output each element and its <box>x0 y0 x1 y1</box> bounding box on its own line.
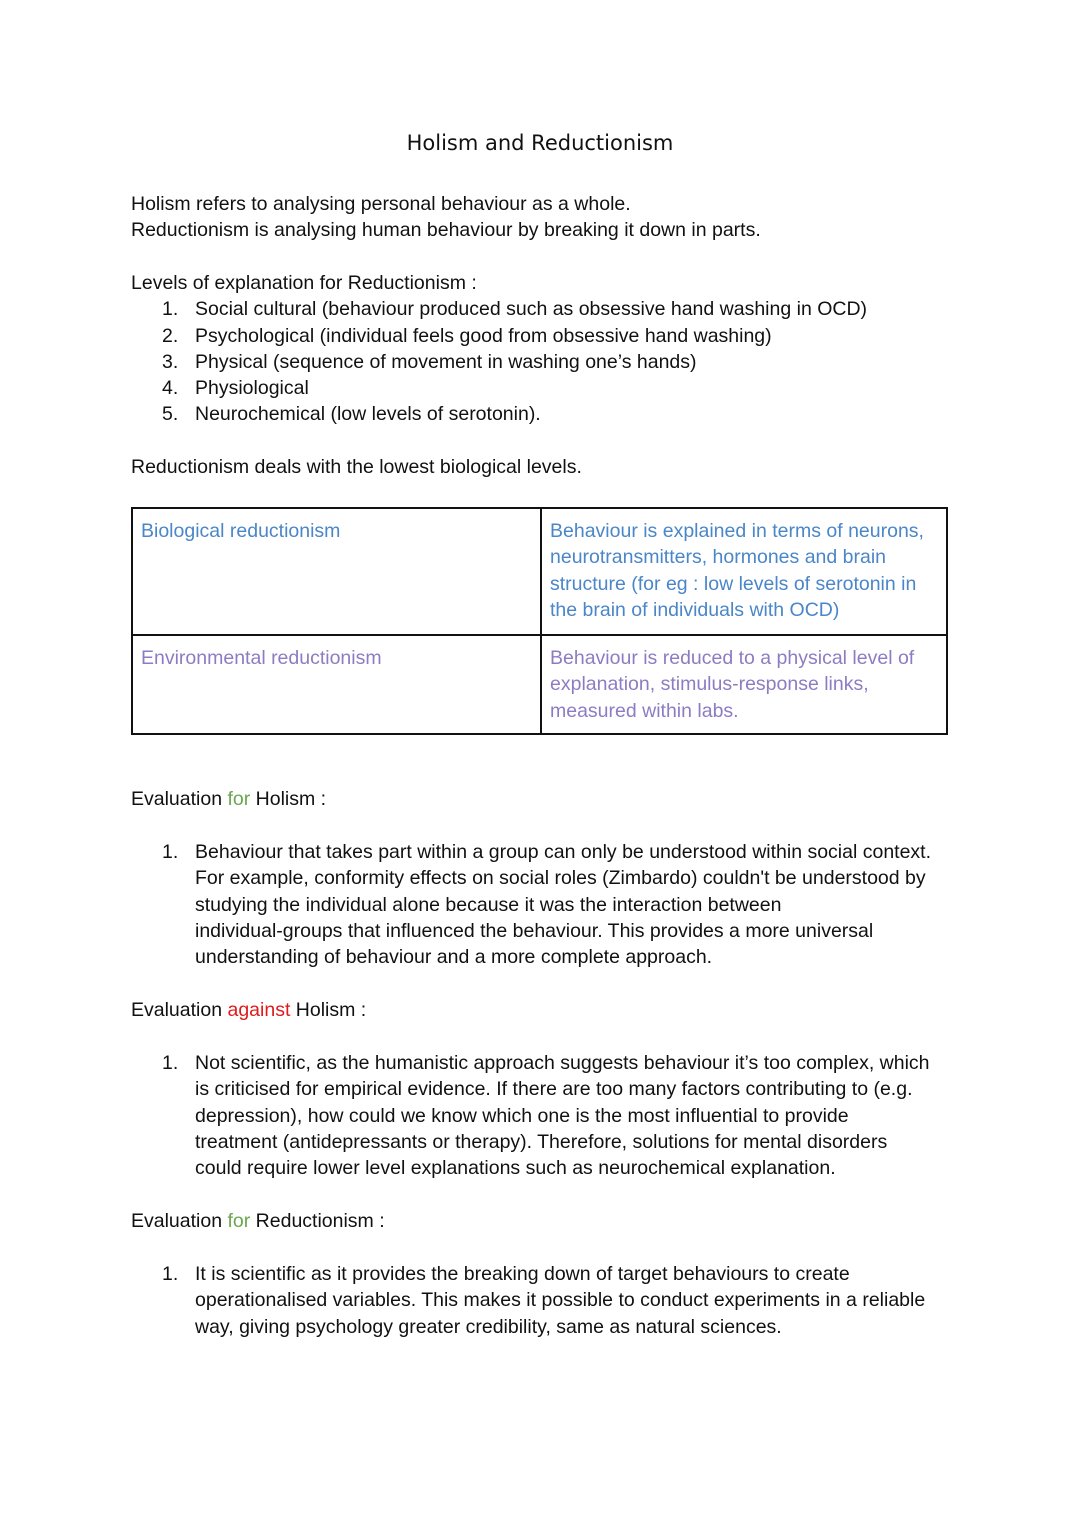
heading-suffix: Reductionism : <box>250 1210 385 1232</box>
description-line: the brain of individuals with OCD) <box>550 598 840 621</box>
list-line: studying the individual alone because it was the interaction between <box>195 893 782 916</box>
list-item <box>130 296 867 322</box>
description-line: measured within labs. <box>550 699 739 722</box>
list-item <box>130 1050 930 1181</box>
heading-prefix: Evaluation <box>131 1210 228 1232</box>
eval-for-reductionism-list <box>130 1261 925 1340</box>
list-item <box>130 839 931 970</box>
list-text: Neurochemical (low levels of serotonin). <box>195 403 541 426</box>
lowest-levels-statement: Reductionism deals with the lowest biological levels. <box>131 456 582 478</box>
list-text: Physical (sequence of movement in washing one’s hands) <box>195 350 697 373</box>
table-row <box>132 508 947 635</box>
list-number: 1. <box>162 841 179 863</box>
intro-reductionism: Reductionism is analysing human behaviour by breaking it down in parts. <box>131 219 761 242</box>
keyword-against: against <box>227 999 291 1021</box>
description-line: Behaviour is reduced to a physical level of <box>550 647 915 669</box>
list-item <box>130 375 867 401</box>
list-number: 1. <box>162 1052 179 1074</box>
eval-for-holism-heading <box>131 786 326 812</box>
list-text: Physiological <box>195 377 309 400</box>
list-item <box>130 401 867 427</box>
list-line: For example, conformity effects on social roles (Zimbardo) couldn't be understood by <box>195 867 926 890</box>
list-item <box>130 1261 925 1340</box>
list-number: 4. <box>162 377 179 400</box>
description-line: explanation, stimulus-response links, <box>550 673 869 696</box>
list-line: way, giving psychology greater credibility, same as natural sciences. <box>195 1315 782 1338</box>
eval-for-reductionism-heading <box>131 1208 385 1234</box>
list-line: Behaviour that takes part within a group can only be understood within social context. <box>195 841 932 863</box>
list-line: understanding of behaviour and a more complete approach. <box>195 946 713 969</box>
list-item <box>130 349 867 375</box>
heading-prefix: Evaluation <box>131 788 228 810</box>
reductionism-table <box>131 507 948 735</box>
list-line: is criticised for empirical evidence. If there are too many factors contributing to (e.g. <box>195 1078 913 1101</box>
levels-heading: Levels of explanation for Reductionism : <box>131 272 477 294</box>
table-cell-description <box>541 508 947 635</box>
list-line: could require lower level explanations such as neurochemical explanation. <box>195 1157 836 1180</box>
list-number: 3. <box>162 350 179 373</box>
list-number: 1. <box>162 1263 179 1285</box>
table-cell-description <box>541 635 947 734</box>
list-text: Social cultural (behaviour produced such as obsessive hand washing in OCD) <box>195 298 868 321</box>
keyword-for: for <box>227 1210 251 1232</box>
keyword-for: for <box>227 788 251 810</box>
list-line: It is scientific as it provides the breaking down of target behaviours to create <box>195 1263 850 1285</box>
list-line: treatment (antidepressants or therapy). Therefore, solutions for mental disorders <box>195 1130 888 1153</box>
intro <box>131 191 761 244</box>
list-number: 1. <box>162 298 179 321</box>
description-line: structure (for eg : low levels of serotonin in <box>550 572 917 595</box>
description-line: Behaviour is explained in terms of neurons, <box>550 520 924 542</box>
intro-holism: Holism refers to analysing personal behaviour as a whole. <box>131 193 631 215</box>
list-number: 5. <box>162 403 179 426</box>
levels-section <box>131 270 867 428</box>
table-cell-term: Environmental reductionism <box>132 635 541 734</box>
levels-list <box>130 296 867 427</box>
list-item <box>130 323 867 349</box>
eval-against-holism-heading <box>131 997 366 1023</box>
eval-for-holism-list <box>130 839 931 970</box>
heading-prefix: Evaluation <box>131 999 228 1021</box>
eval-against-holism-list <box>130 1050 930 1181</box>
heading-suffix: Holism : <box>250 788 327 810</box>
list-line: individual-groups that influenced the behaviour. This provides a more universal <box>195 919 874 942</box>
page-title: Holism and Reductionism <box>406 131 674 155</box>
heading-suffix: Holism : <box>290 999 367 1021</box>
list-number: 2. <box>162 324 179 347</box>
description-line: neurotransmitters, hormones and brain <box>550 546 887 569</box>
table-cell-term: Biological reductionism <box>132 508 541 635</box>
list-line: Not scientific, as the humanistic approach suggests behaviour it’s too complex, which <box>195 1052 930 1074</box>
list-line: operationalised variables. This makes it possible to conduct experiments in a reliable <box>195 1289 926 1312</box>
table-row <box>132 635 947 734</box>
list-line: depression), how could we know which one is the most influential to provide <box>195 1104 849 1127</box>
list-text: Psychological (individual feels good from obsessive hand washing) <box>195 324 772 347</box>
